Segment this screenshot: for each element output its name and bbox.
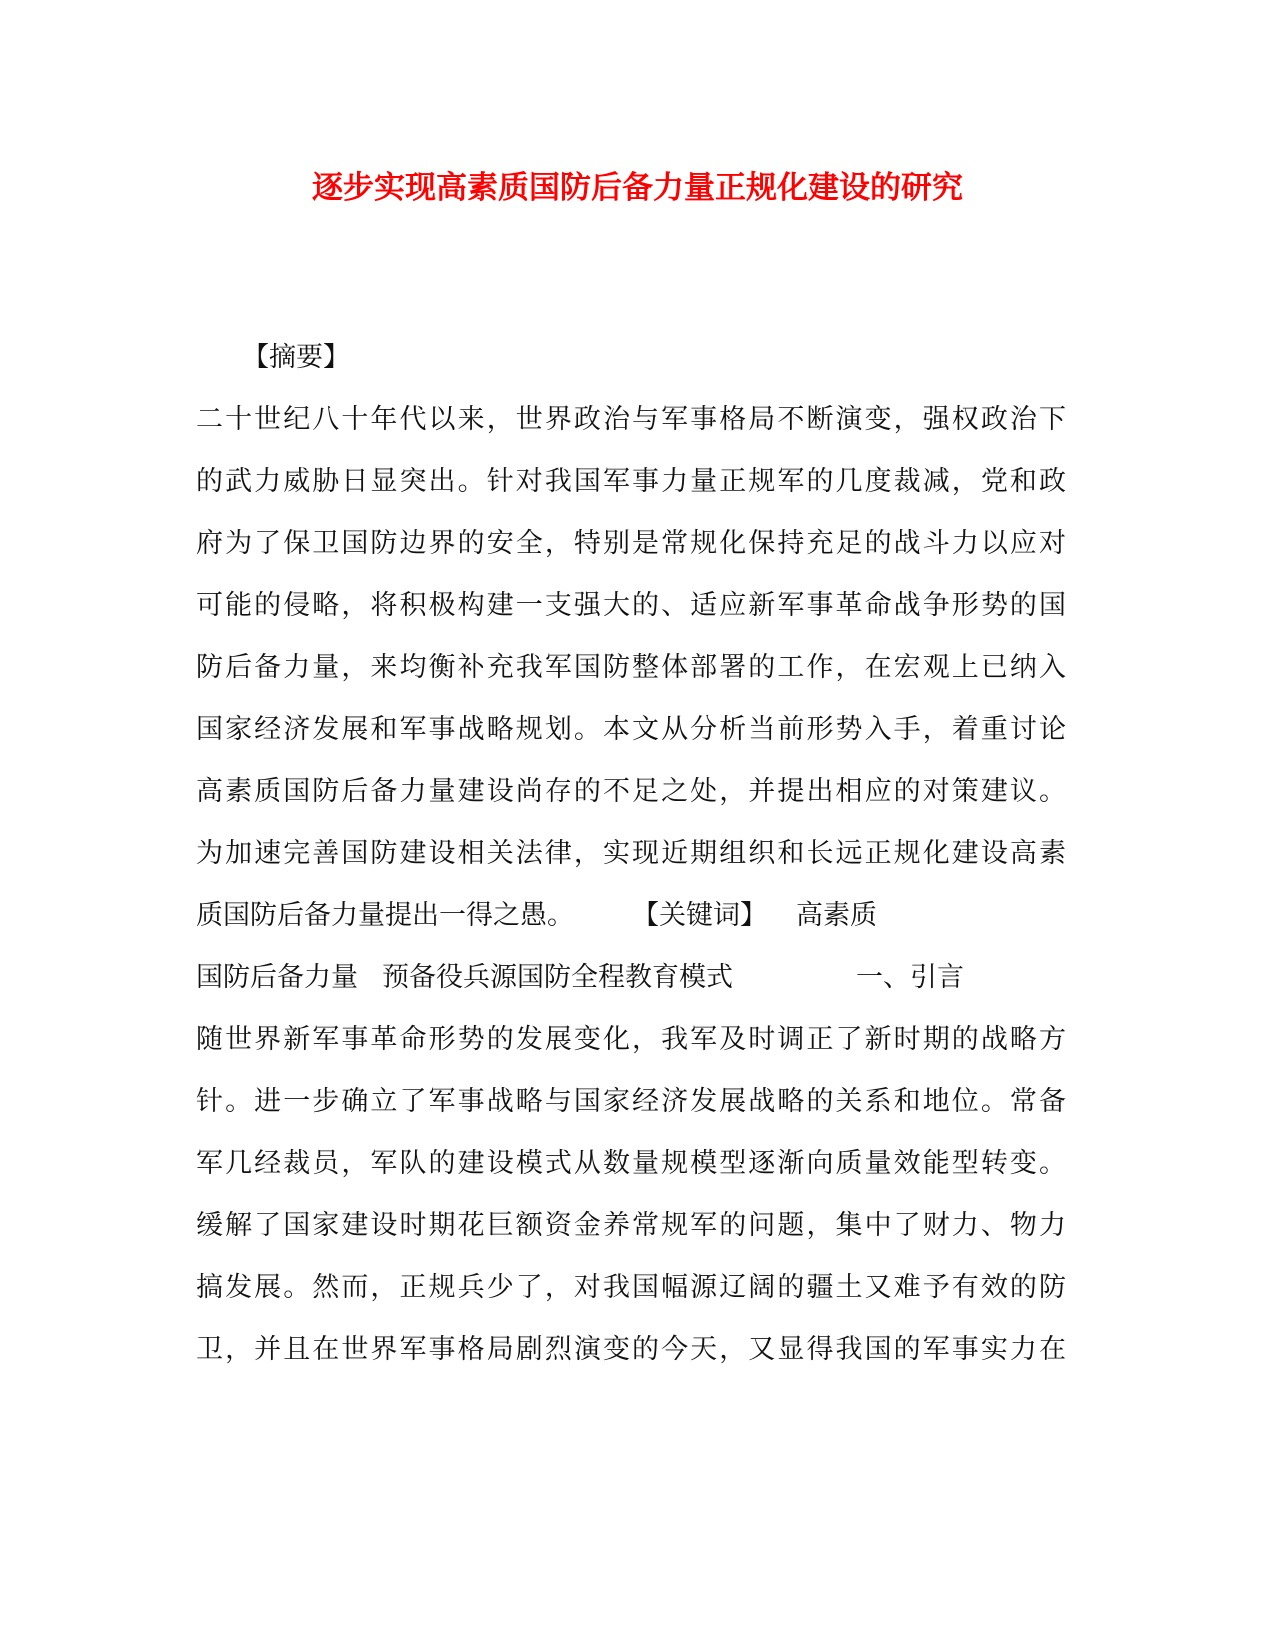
keyword-high-quality: 高素质 — [796, 900, 877, 931]
abstract-line-2: 的武力威胁日显突出。针对我国军事力量正规军的几度裁减，党和政 — [196, 466, 1066, 497]
abstract-heading: 【摘要】 — [242, 342, 350, 373]
keywords-heading: 【关键词】 — [632, 900, 767, 931]
abstract-line-7: 高素质国防后备力量建设尚存的不足之处，并提出相应的对策建议。 — [196, 776, 1066, 807]
abstract-line-8: 为加速完善国防建设相关法律，实现近期组织和长远正规化建设高素 — [196, 838, 1066, 869]
keyword-reserve-force: 国防后备力量 — [196, 962, 358, 993]
body-line-6: 卫，并且在世界军事格局剧烈演变的今天，又显得我国的军事实力在 — [196, 1334, 1066, 1365]
abstract-line-4: 可能的侵略，将积极构建一支强大的、适应新军事革命战争形势的国 — [196, 590, 1066, 621]
abstract-line-6: 国家经济发展和军事战略规划。本文从分析当前形势入手，着重讨论 — [196, 714, 1066, 745]
abstract-line-5: 防后备力量，来均衡补充我军国防整体部署的工作，在宏观上已纳入 — [196, 652, 1066, 683]
abstract-line-1: 二十世纪八十年代以来，世界政治与军事格局不断演变，强权政治下 — [196, 404, 1066, 435]
body-line-5: 搞发展。然而，正规兵少了，对我国幅源辽阔的疆土又难予有效的防 — [196, 1272, 1066, 1303]
section-heading-introduction: 一、引言 — [856, 962, 964, 993]
abstract-line-9: 质国防后备力量提出一得之愚。 — [196, 900, 574, 931]
body-line-4: 缓解了国家建设时期花巨额资金养常规军的问题，集中了财力、物力 — [196, 1210, 1066, 1241]
document-title: 逐步实现高素质国防后备力量正规化建设的研究 — [312, 170, 963, 206]
body-line-1: 随世界新军事革命形势的发展变化，我军及时调正了新时期的战略方 — [196, 1024, 1066, 1055]
body-line-3: 军几经裁员，军队的建设模式从数量规模型逐渐向质量效能型转变。 — [196, 1148, 1066, 1179]
abstract-line-3: 府为了保卫国防边界的安全，特别是常规化保持充足的战斗力以应对 — [196, 528, 1066, 559]
body-line-2: 针。进一步确立了军事战略与国家经济发展战略的关系和地位。常备 — [196, 1086, 1066, 1117]
keyword-education-model: 预备役兵源国防全程教育模式 — [382, 962, 733, 993]
